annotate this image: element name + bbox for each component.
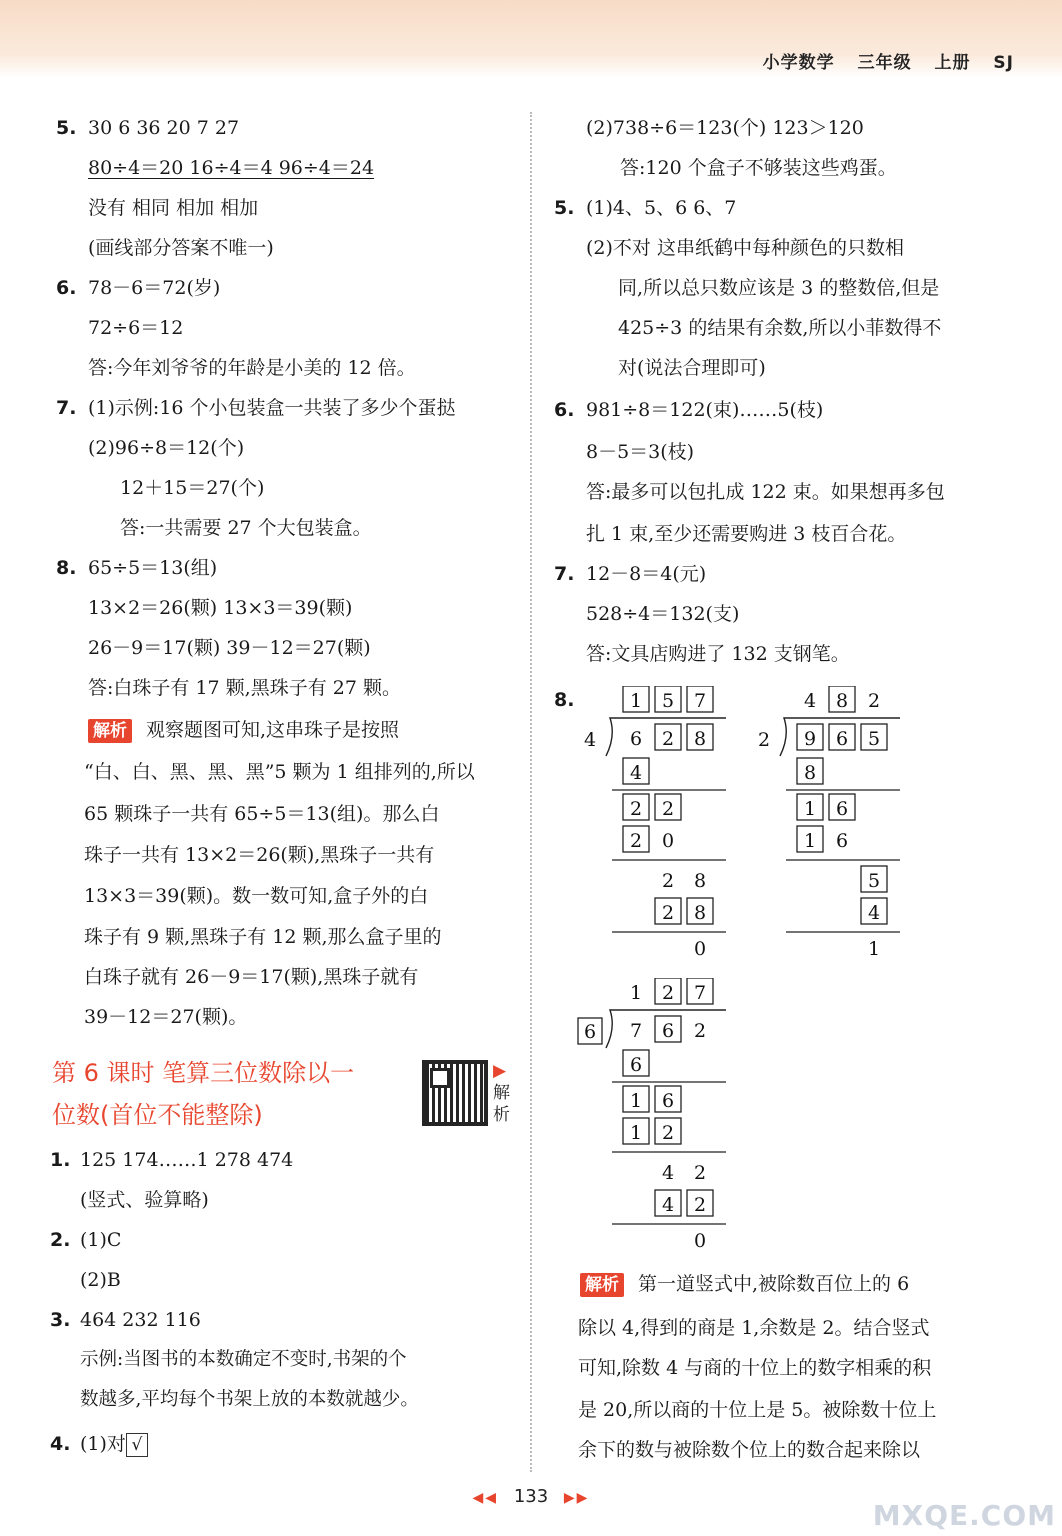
p2-line: (2)B bbox=[80, 1269, 121, 1291]
q7-line: 12＋15＝27(个) bbox=[120, 477, 265, 499]
remainder-digit: 1 bbox=[867, 938, 881, 960]
column-divider bbox=[530, 112, 532, 1472]
page-number: 133 bbox=[513, 1486, 549, 1507]
r-analysis-line-1: 解析 第一道竖式中,被除数百位上的 6 bbox=[580, 1272, 909, 1297]
step-digit: 1 bbox=[803, 830, 817, 852]
divisor: 2 bbox=[757, 729, 771, 751]
r-q5-line: 同,所以总只数应该是 3 的整数倍,但是 bbox=[618, 277, 940, 299]
q7-line: 答:一共需要 27 个大包装盒。 bbox=[120, 517, 372, 539]
step-digit: 2 bbox=[661, 902, 675, 924]
dividend-digit: 6 bbox=[661, 1020, 675, 1042]
p1-line: 125 174……1 278 474 bbox=[80, 1149, 294, 1171]
r-q5-line: 425÷3 的结果有余数,所以小菲数得不 bbox=[618, 317, 942, 339]
p3-line: 数越多,平均每个书架上放的本数就越少。 bbox=[80, 1389, 419, 1410]
header-grade: 三年级 bbox=[857, 53, 912, 73]
quotient-digit: 5 bbox=[661, 690, 675, 712]
step-digit: 2 bbox=[661, 1122, 675, 1144]
p3-line: 示例:当图书的本数确定不变时,书架的个 bbox=[80, 1349, 407, 1370]
analysis-line: “白、白、黑、黑、黑”5 颗为 1 组排列的,所以 bbox=[84, 761, 475, 783]
analysis-line: 珠子有 9 颗,黑珠子有 12 颗,那么盒子里的 bbox=[84, 926, 442, 948]
quotient-digit: 7 bbox=[693, 982, 707, 1004]
q6-number: 6. bbox=[56, 277, 77, 299]
step-digit: 2 bbox=[693, 1194, 707, 1216]
remainder-digit: 0 bbox=[693, 938, 707, 960]
r-q6-number: 6. bbox=[554, 399, 575, 421]
header-edition: SJ bbox=[993, 53, 1014, 73]
q5-line: 30 6 36 20 7 27 bbox=[88, 117, 240, 139]
q8-number: 8. bbox=[56, 557, 77, 579]
step-digit: 6 bbox=[629, 1054, 643, 1076]
check-icon: √ bbox=[126, 1433, 148, 1457]
lesson-title-line-2: 位数(首位不能整除) bbox=[52, 1101, 263, 1129]
remainder-digit: 0 bbox=[693, 1230, 707, 1252]
r-analysis-line: 可知,除数 4 与商的十位上的数字相乘的积 bbox=[578, 1357, 932, 1379]
r-q7-line: 答:文具店购进了 132 支钢笔。 bbox=[586, 643, 850, 665]
dividend-digit: 9 bbox=[803, 728, 817, 750]
q8-line: 65÷5＝13(组) bbox=[88, 557, 218, 579]
analysis-tag: 解析 bbox=[88, 719, 132, 743]
q5-line: 没有 相同 相加 相加 bbox=[88, 197, 259, 219]
p2-number: 2. bbox=[50, 1229, 71, 1251]
q8-line: 13×2＝26(颗) 13×3＝39(颗) bbox=[88, 597, 353, 619]
divisor: 4 bbox=[583, 729, 597, 751]
r-q5-number: 5. bbox=[554, 197, 575, 219]
step-digit: 1 bbox=[629, 1090, 643, 1112]
step-digit: 8 bbox=[693, 870, 707, 892]
r-analysis-line: 是 20,所以商的十位上是 5。被除数十位上 bbox=[578, 1399, 937, 1421]
division-3 bbox=[576, 978, 746, 1258]
r-q7-line: 528÷4＝132(支) bbox=[586, 603, 740, 625]
r-analysis-tag: 解析 bbox=[580, 1273, 624, 1297]
r-line: 答:120 个盒子不够装这些鸡蛋。 bbox=[620, 157, 897, 179]
q8-line: 答:白珠子有 17 颗,黑珠子有 27 颗。 bbox=[88, 677, 401, 699]
r-analysis-line: 除以 4,得到的商是 1,余数是 2。结合竖式 bbox=[578, 1317, 930, 1339]
division-1 bbox=[576, 686, 746, 966]
prev-arrows-icon[interactable]: ◀◀ bbox=[472, 1490, 499, 1506]
r-line: (2)738÷6＝123(个) 123＞120 bbox=[586, 117, 864, 139]
lesson-title-line-1: 第 6 课时 笔算三位数除以一 bbox=[52, 1059, 355, 1087]
analysis-line: 65 颗珠子一共有 65÷5＝13(组)。那么白 bbox=[84, 803, 440, 825]
step-digit: 6 bbox=[661, 1090, 675, 1112]
q7-line: (1)示例:16 个小包装盒一共装了多少个蛋挞 bbox=[88, 397, 456, 419]
dividend-digit: 2 bbox=[693, 1020, 707, 1042]
quotient-digit: 8 bbox=[835, 690, 849, 712]
division-2 bbox=[750, 686, 920, 966]
r-q7-line: 12－8＝4(元) bbox=[586, 563, 707, 585]
analysis-line-1 bbox=[88, 718, 399, 743]
p3-number: 3. bbox=[50, 1309, 71, 1331]
quotient-digit: 1 bbox=[629, 982, 643, 1004]
step-digit: 2 bbox=[629, 830, 643, 852]
q5-line: 80÷4＝20 16÷4＝4 96÷4＝24 bbox=[88, 157, 375, 179]
step-digit: 8 bbox=[803, 762, 817, 784]
p4-line: (1)对 √ bbox=[80, 1432, 148, 1457]
page-header bbox=[747, 48, 1014, 73]
dividend-digit: 7 bbox=[629, 1020, 643, 1042]
r-q5-line: 对(说法合理即可) bbox=[618, 357, 766, 379]
analysis-line: 39－12＝27(颗)。 bbox=[84, 1006, 248, 1028]
step-digit: 1 bbox=[629, 1122, 643, 1144]
analysis-line: 珠子一共有 13×2＝26(颗),黑珠子一共有 bbox=[84, 844, 435, 866]
q7-line: (2)96÷8＝12(个) bbox=[88, 437, 245, 459]
qr-label: ▶ 解 析 bbox=[493, 1061, 510, 1125]
step-digit: 0 bbox=[661, 830, 675, 852]
quotient-digit: 2 bbox=[661, 982, 675, 1004]
analysis-line: 白珠子就有 26－9＝17(颗),黑珠子就有 bbox=[84, 966, 419, 988]
step-digit: 4 bbox=[629, 762, 643, 784]
p1-number: 1. bbox=[50, 1149, 71, 1171]
q6-line: 答:今年刘爷爷的年龄是小美的 12 倍。 bbox=[88, 357, 416, 379]
dividend-digit: 6 bbox=[835, 728, 849, 750]
analysis-text: 观察题图可知,这串珠子是按照 bbox=[146, 719, 400, 741]
r-q5-line: (1)4、5、6 6、7 bbox=[586, 197, 737, 219]
header-subject: 小学数学 bbox=[762, 53, 835, 73]
dividend-digit: 6 bbox=[629, 728, 643, 750]
q6-line: 72÷6＝12 bbox=[88, 317, 184, 339]
step-digit: 2 bbox=[629, 798, 643, 820]
p1-line: (竖式、验算略) bbox=[80, 1189, 209, 1211]
p4-number: 4. bbox=[50, 1433, 71, 1455]
step-digit: 2 bbox=[661, 870, 675, 892]
q5-line: (画线部分答案不唯一) bbox=[88, 237, 274, 259]
step-digit: 5 bbox=[867, 870, 881, 892]
header-volume: 上册 bbox=[934, 53, 971, 73]
divisor: 6 bbox=[583, 1021, 597, 1043]
step-digit: 1 bbox=[803, 798, 817, 820]
quotient-digit: 7 bbox=[693, 690, 707, 712]
r-q5-line: (2)不对 这串纸鹤中每种颜色的只数相 bbox=[586, 237, 904, 259]
step-digit: 4 bbox=[661, 1194, 675, 1216]
play-icon: ▶ bbox=[493, 1061, 507, 1081]
watermark-logo: MXQE.COM bbox=[872, 1499, 1056, 1532]
quotient-digit: 4 bbox=[803, 690, 817, 712]
p2-line: (1)C bbox=[80, 1229, 122, 1251]
r-q6-line: 答:最多可以包扎成 122 束。如果想再多包 bbox=[586, 481, 945, 503]
quotient-digit: 2 bbox=[867, 690, 881, 712]
step-digit: 6 bbox=[835, 830, 849, 852]
step-digit: 6 bbox=[835, 798, 849, 820]
dividend-digit: 5 bbox=[867, 728, 881, 750]
analysis-line: 13×3＝39(颗)。数一数可知,盒子外的白 bbox=[84, 885, 429, 907]
r-q6-line: 981÷8＝122(束)……5(枝) bbox=[586, 399, 824, 421]
r-q8-number: 8. bbox=[554, 689, 575, 711]
q6-line: 78－6＝72(岁) bbox=[88, 277, 221, 299]
dividend-digit: 8 bbox=[693, 728, 707, 750]
step-digit: 4 bbox=[867, 902, 881, 924]
r-q6-line: 8－5＝3(枝) bbox=[586, 441, 695, 463]
step-digit: 2 bbox=[661, 798, 675, 820]
step-digit: 4 bbox=[661, 1162, 675, 1184]
next-arrows-icon[interactable]: ▶▶ bbox=[563, 1490, 590, 1506]
r-analysis-line: 余下的数与被除数个位上的数合起来除以 bbox=[578, 1439, 921, 1461]
step-digit: 8 bbox=[693, 902, 707, 924]
r-q6-line: 扎 1 束,至少还需要购进 3 枝百合花。 bbox=[586, 523, 907, 545]
q7-number: 7. bbox=[56, 397, 77, 419]
q5-number: 5. bbox=[56, 117, 77, 139]
qr-code[interactable] bbox=[422, 1060, 488, 1126]
step-digit: 2 bbox=[693, 1162, 707, 1184]
dividend-digit: 2 bbox=[661, 728, 675, 750]
quotient-digit: 1 bbox=[629, 690, 643, 712]
p3-line: 464 232 116 bbox=[80, 1309, 201, 1331]
r-q7-number: 7. bbox=[554, 563, 575, 585]
q8-line: 26－9＝17(颗) 39－12＝27(颗) bbox=[88, 637, 371, 659]
